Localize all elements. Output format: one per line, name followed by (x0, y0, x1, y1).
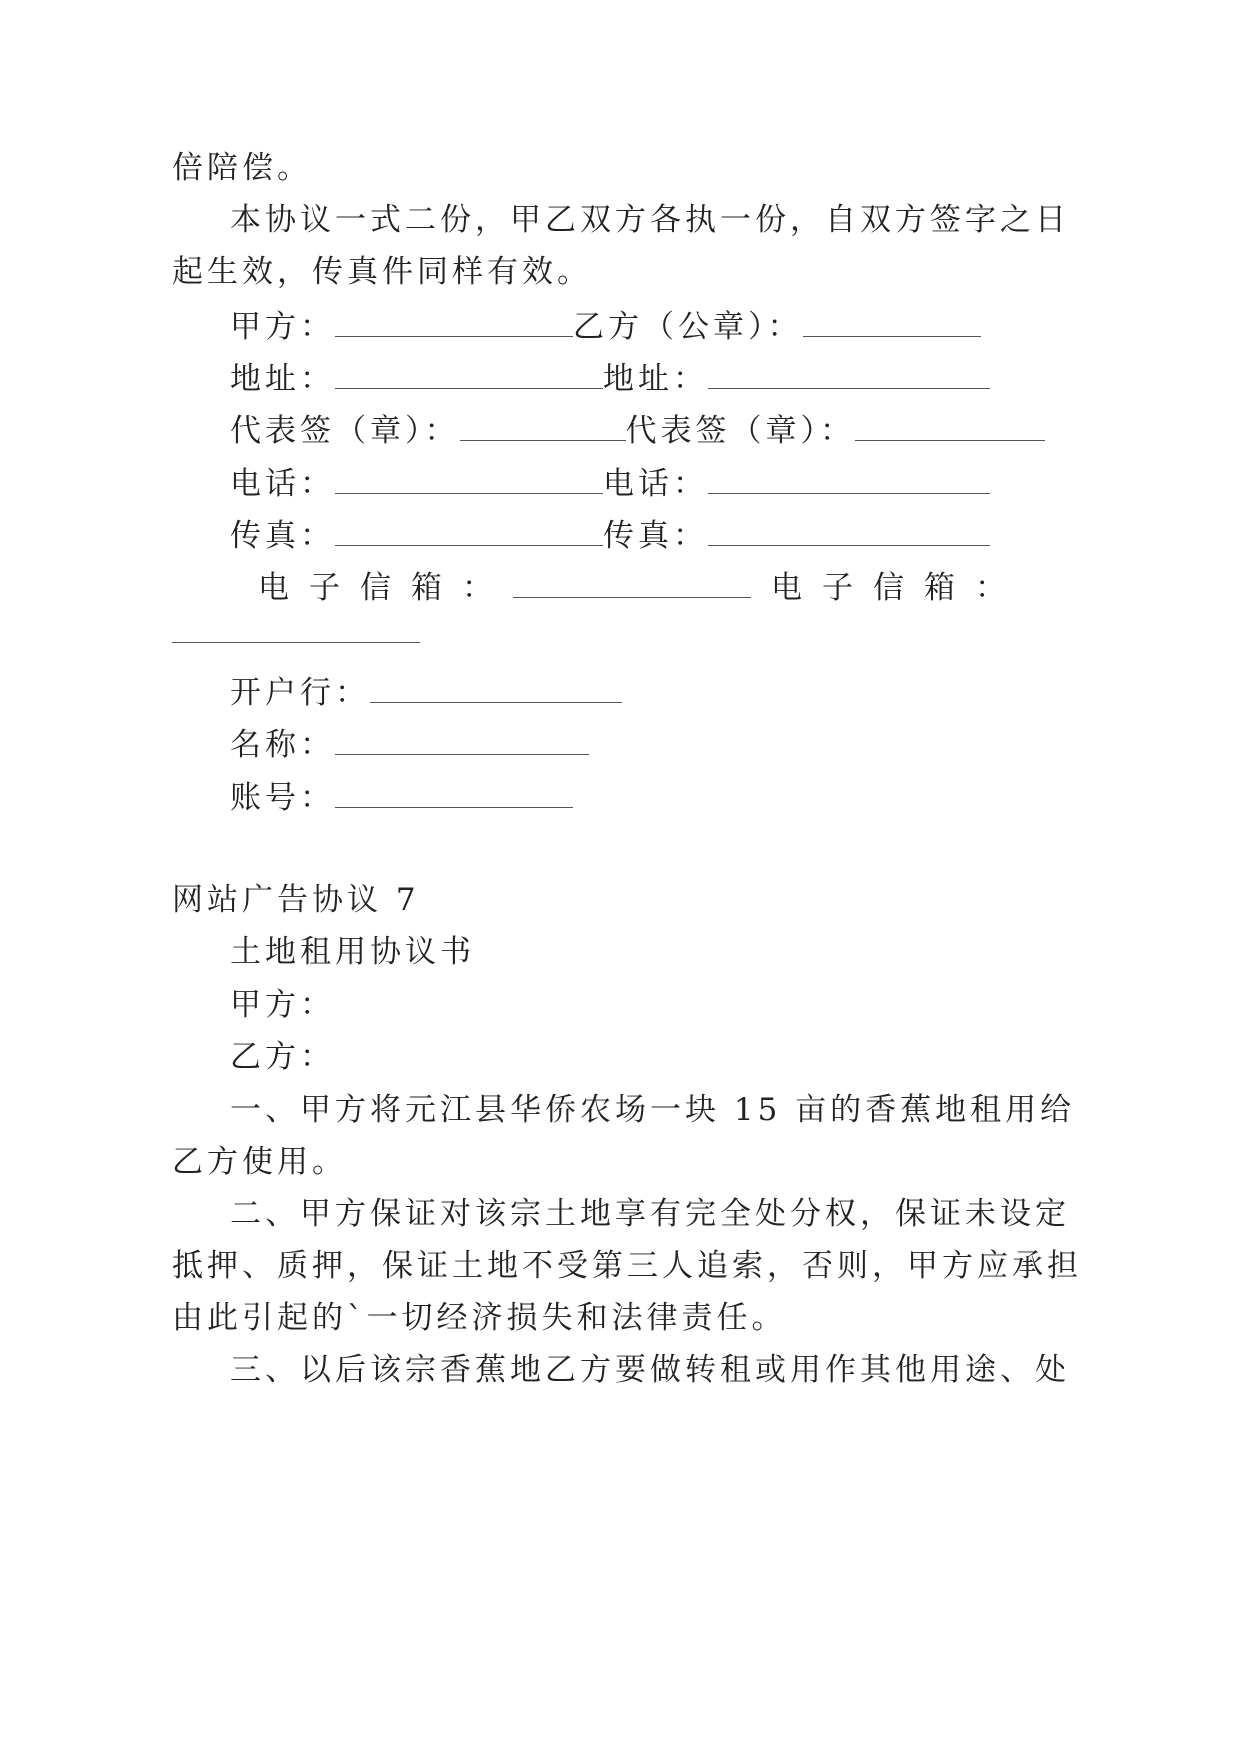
address-b-label: 地址： (603, 361, 708, 397)
tel-b-blank[interactable] (708, 463, 990, 494)
email-a-label: 电子信箱： (258, 570, 513, 606)
account-row (230, 777, 573, 818)
clause-1-line2: 乙方使用。 (172, 1144, 347, 1180)
email-b-label: 电子信箱： (771, 570, 1026, 606)
party-b-label: 乙方（公章）： (573, 309, 803, 345)
rep-b-label: 代表签（章）： (625, 413, 855, 449)
email-b-blank[interactable] (172, 612, 420, 643)
account-label: 账号： (230, 780, 335, 816)
rep-a-label: 代表签（章）： (230, 413, 460, 449)
tel-a-blank[interactable] (335, 463, 603, 494)
email-b-blank-row (172, 612, 420, 653)
document-title: 土地租用协议书 (230, 934, 475, 970)
section-title: 网站广告协议 7 (172, 882, 420, 918)
signature-fax-row (230, 515, 990, 556)
name-label: 名称： (230, 727, 335, 763)
clause-2-line1: 二、甲方保证对该宗土地享有完全处分权，保证未设定 (230, 1196, 1070, 1232)
party-b-blank[interactable] (803, 306, 981, 337)
address-a-label: 地址： (230, 361, 335, 397)
clause-2-line2: 抵押、质押，保证土地不受第三人追索，否则，甲方应承担 (172, 1248, 1082, 1284)
paragraph-copies-line1: 本协议一式二份，甲乙双方各执一份，自双方签字之日 (230, 202, 1070, 238)
party-b-line: 乙方： (230, 1039, 335, 1075)
party-a-blank[interactable] (335, 306, 573, 337)
signature-email-row (258, 567, 1026, 608)
signature-rep-row (230, 410, 1045, 451)
tel-a-label: 电话： (230, 466, 335, 502)
account-blank[interactable] (335, 777, 573, 808)
bank-label: 开户行： (230, 675, 370, 711)
paragraph-copies-line2: 起生效，传真件同样有效。 (172, 254, 592, 290)
address-b-blank[interactable] (708, 358, 990, 389)
clause-2-line3: 由此引起的`一切经济损失和法律责任。 (172, 1300, 787, 1336)
signature-tel-row (230, 463, 990, 504)
paragraph-compensation: 倍陪偿。 (172, 150, 312, 186)
rep-b-blank[interactable] (855, 410, 1045, 441)
clause-3-line1: 三、以后该宗香蕉地乙方要做转租或用作其他用途、处 (230, 1352, 1070, 1388)
address-a-blank[interactable] (335, 358, 603, 389)
email-a-blank[interactable] (513, 567, 751, 598)
name-row (230, 724, 589, 765)
rep-a-blank[interactable] (460, 410, 626, 441)
name-blank[interactable] (335, 724, 589, 755)
party-a-label: 甲方： (230, 309, 335, 345)
clause-1-line1: 一、甲方将元江县华侨农场一块 15 亩的香蕉地租用给 (230, 1092, 1076, 1128)
fax-a-label: 传真： (230, 518, 335, 554)
signature-address-row (230, 358, 990, 399)
bank-blank[interactable] (370, 672, 622, 703)
fax-a-blank[interactable] (335, 515, 603, 546)
fax-b-blank[interactable] (708, 515, 990, 546)
fax-b-label: 传真： (603, 518, 708, 554)
signature-party-row (230, 306, 981, 347)
tel-b-label: 电话： (603, 466, 708, 502)
bank-row (230, 672, 622, 713)
party-a-line: 甲方： (230, 987, 335, 1023)
